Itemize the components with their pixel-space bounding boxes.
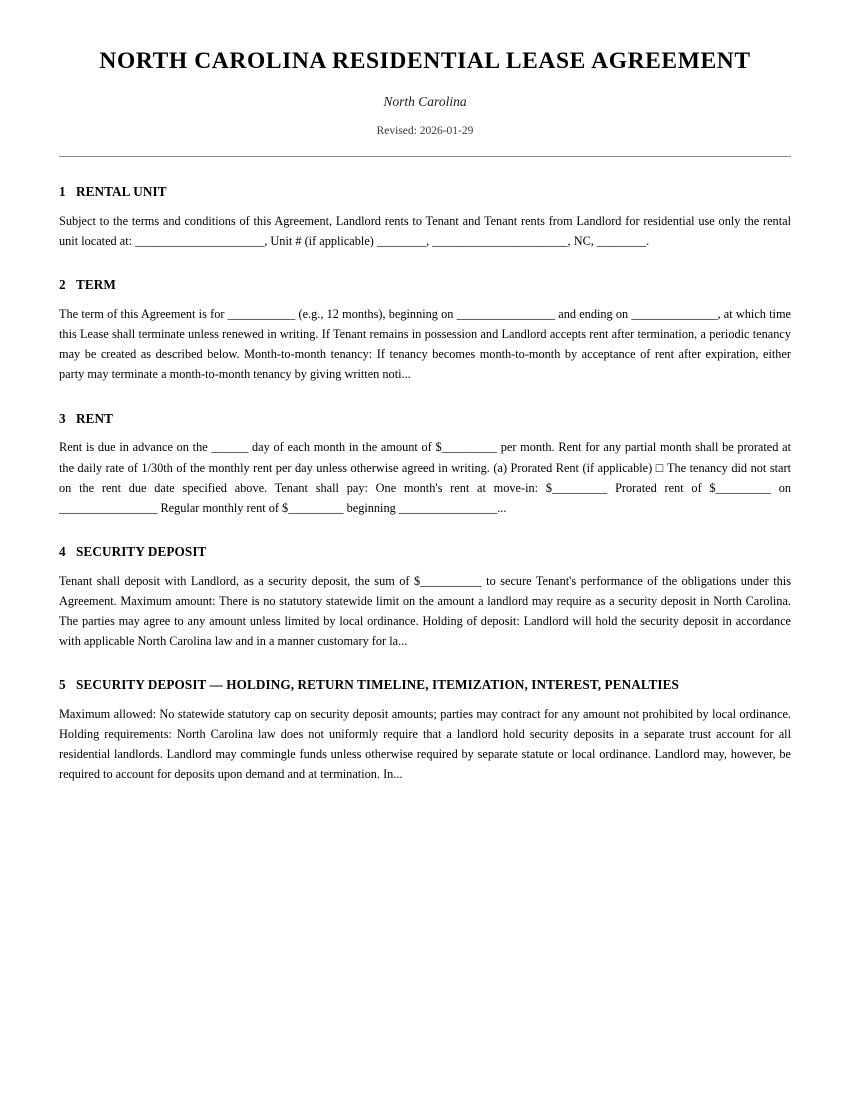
- section-title: RENTAL UNIT: [76, 184, 167, 200]
- section-body: Subject to the terms and conditions of this Agreement, Landlord rents to Tenant and Tenant rents from Landlord for residential use only the rental unit located at: _____________________, Unit # (if applicable) ________, ______________________, NC, ________.: [59, 214, 791, 249]
- section-title: TERM: [76, 277, 116, 293]
- section-security-deposit-holding: [59, 677, 791, 784]
- section-title: SECURITY DEPOSIT: [76, 543, 207, 559]
- section-number: 2: [59, 277, 66, 293]
- section-number: 1: [59, 184, 66, 200]
- section-body: Rent is due in advance on the ______ day of each month in the amount of $_________ per month. Rent for any partial month shall be prorated at the daily rate of 1/30th of the monthly rent per day unless otherwise agreed in writing. (a) Prorated Rent (if applicable) □ The tenancy did not start on the rent due date specified above. Tenant shall pay: One month's rent at move-in: $_________ Prorated rent of $_________ on ________________ Regular monthly rent of $_________ beginning ________________...: [59, 440, 791, 515]
- section-rental-unit: [59, 184, 791, 251]
- section-title: SECURITY DEPOSIT — HOLDING, RETURN TIMELINE, ITEMIZATION, INTEREST, PENALTIES: [76, 677, 679, 692]
- section-title: RENT: [76, 410, 114, 426]
- section-rent: [59, 411, 791, 518]
- section-number: 4: [59, 543, 66, 559]
- section-heading: [59, 544, 791, 560]
- document-subtitle-state: North Carolina: [383, 94, 467, 110]
- section-body: Maximum allowed: No statewide statutory cap on security deposit amounts; parties may contract for any amount not prohibited by local ordinance. Holding requirements: North Carolina law does not uniformly require that a landlord hold security deposits in a separate trust account for all residential landlords. Landlord may commingle funds unless otherwise required by separate statute or local ordinance. Landlord may, however, be required to account for deposits upon demand and at termination. In...: [59, 706, 791, 782]
- section-heading: [59, 677, 791, 693]
- section-number: 5: [59, 677, 66, 692]
- section-body: Tenant shall deposit with Landlord, as a security deposit, the sum of $__________ to secure Tenant's performance of the obligations under this Agreement. Maximum amount: There is no statutory statewide limit on the amount a landlord may require as a security deposit in North Carolina. The parties may agree to any amount unless limited by local ordinance. Holding of deposit: Landlord will hold the security deposit in accordance with applicable North Carolina law and in a manner customary for la...: [59, 573, 791, 648]
- section-body: The term of this Agreement is for ___________ (e.g., 12 months), beginning on ________________ and ending on ______________, at which time this Lease shall terminate unless renewed in writing. If Tenant remains in possession and Landlord accepts rent after termination, a periodic tenancy may be created as described below. Month-to-month tenancy: If tenancy becomes month-to-month by acceptance of rent after expiration, either party may terminate a month-to-month tenancy by giving written noti...: [59, 307, 791, 382]
- document-header: [59, 0, 791, 157]
- section-heading: [59, 411, 791, 427]
- section-heading: [59, 277, 791, 293]
- page-title: NORTH CAROLINA RESIDENTIAL LEASE AGREEMENT: [99, 48, 751, 74]
- section-heading: [59, 184, 791, 200]
- section-number: 3: [59, 410, 66, 426]
- document-revision-date: Revised: 2026-01-29: [376, 125, 474, 138]
- header-divider: [59, 156, 791, 157]
- document-sections: [59, 184, 791, 784]
- section-security-deposit: [59, 544, 791, 651]
- section-term: [59, 277, 791, 384]
